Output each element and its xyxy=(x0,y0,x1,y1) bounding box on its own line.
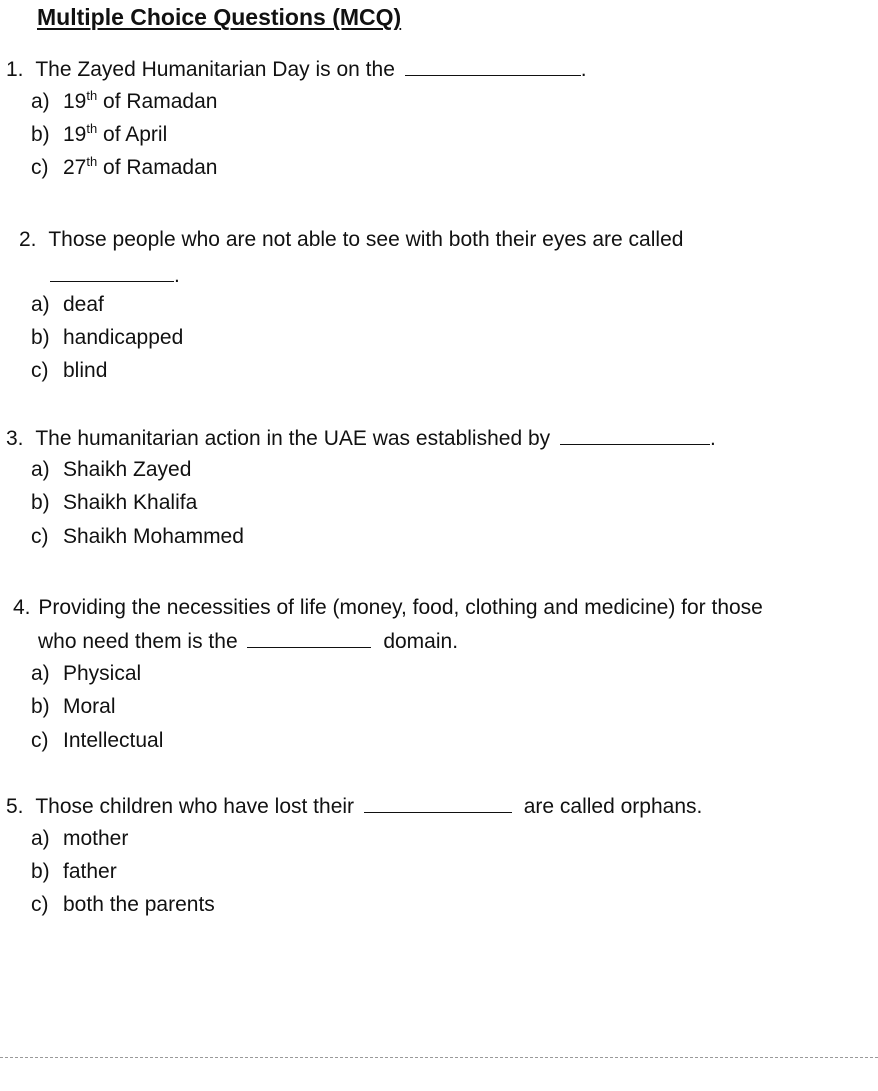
option-letter: b) xyxy=(31,695,50,718)
option-5b[interactable] xyxy=(31,860,117,884)
option-4a[interactable] xyxy=(31,662,141,686)
answer-blank xyxy=(560,426,710,445)
option-letter: a) xyxy=(31,827,50,850)
question-number: 3. xyxy=(6,427,24,450)
option-text: Shaikh Khalifa xyxy=(63,491,198,514)
question-text: The humanitarian action in the UAE was established by xyxy=(35,427,551,450)
question-4 xyxy=(13,596,763,620)
option-letter: c) xyxy=(31,156,49,179)
option-text: handicapped xyxy=(63,326,184,349)
option-text: of Ramadan xyxy=(97,90,218,113)
question-1 xyxy=(6,57,587,82)
option-text: deaf xyxy=(63,293,104,316)
option-letter: c) xyxy=(31,525,49,548)
question-text: Those people who are not able to see with both their eyes are called xyxy=(48,228,684,251)
option-number: 19 xyxy=(63,123,87,146)
option-text: Moral xyxy=(63,695,116,718)
question-text: The Zayed Humanitarian Day is on the xyxy=(35,58,395,81)
question-text: who need them is the xyxy=(38,630,238,653)
option-letter: b) xyxy=(31,491,50,514)
option-5a[interactable] xyxy=(31,827,128,851)
question-end: . xyxy=(174,264,180,287)
option-text: both the parents xyxy=(63,893,215,916)
option-4c[interactable] xyxy=(31,729,163,753)
option-letter: a) xyxy=(31,90,50,113)
option-2a[interactable] xyxy=(31,293,104,317)
option-2b[interactable] xyxy=(31,326,183,350)
option-2c[interactable] xyxy=(31,359,107,383)
option-number: 27 xyxy=(63,156,87,179)
option-superscript: th xyxy=(86,121,98,136)
option-3b[interactable] xyxy=(31,491,197,515)
option-text: of Ramadan xyxy=(97,156,218,179)
answer-blank xyxy=(364,794,512,813)
option-letter: c) xyxy=(31,359,49,382)
question-4-line-2 xyxy=(38,629,458,654)
question-number: 2. xyxy=(19,228,37,251)
option-text: Intellectual xyxy=(63,729,164,752)
question-text: are called orphans. xyxy=(523,795,703,818)
page-title: Multiple Choice Questions (MCQ) xyxy=(37,4,402,30)
question-3 xyxy=(6,426,716,451)
option-letter: c) xyxy=(31,893,49,916)
option-text: mother xyxy=(63,827,129,850)
option-letter: b) xyxy=(31,123,50,146)
question-text: domain. xyxy=(383,630,459,653)
option-text: father xyxy=(63,860,117,883)
question-number: 4. xyxy=(13,596,31,619)
page-break-divider xyxy=(0,1057,878,1058)
question-2-blank-line xyxy=(50,263,180,288)
option-1a[interactable] xyxy=(31,90,217,114)
option-text: blind xyxy=(63,359,108,382)
option-text: Shaikh Mohammed xyxy=(63,525,244,548)
question-text: Those children who have lost their xyxy=(35,795,355,818)
question-2 xyxy=(19,228,683,252)
question-end: . xyxy=(710,427,716,450)
option-5c[interactable] xyxy=(31,893,215,917)
option-letter: a) xyxy=(31,293,50,316)
option-superscript: th xyxy=(86,88,98,103)
option-1b[interactable] xyxy=(31,123,167,147)
question-end: . xyxy=(580,58,587,81)
option-1c[interactable] xyxy=(31,156,217,180)
option-4b[interactable] xyxy=(31,695,116,719)
option-3c[interactable] xyxy=(31,525,244,549)
question-5 xyxy=(6,794,702,819)
option-letter: a) xyxy=(31,662,50,685)
question-number: 1. xyxy=(6,58,24,81)
option-number: 19 xyxy=(63,90,87,113)
option-letter: b) xyxy=(31,326,50,349)
option-letter: c) xyxy=(31,729,49,752)
option-text: Physical xyxy=(63,662,142,685)
answer-blank xyxy=(247,629,371,648)
option-letter: b) xyxy=(31,860,50,883)
option-text: Shaikh Zayed xyxy=(63,458,192,481)
question-text: Providing the necessities of life (money, food, clothing and medicine) for those xyxy=(38,596,763,619)
answer-blank xyxy=(50,263,174,282)
option-superscript: th xyxy=(86,154,98,169)
question-number: 5. xyxy=(6,795,24,818)
answer-blank xyxy=(405,57,581,76)
option-letter: a) xyxy=(31,458,50,481)
option-3a[interactable] xyxy=(31,458,191,482)
option-text: of April xyxy=(97,123,168,146)
